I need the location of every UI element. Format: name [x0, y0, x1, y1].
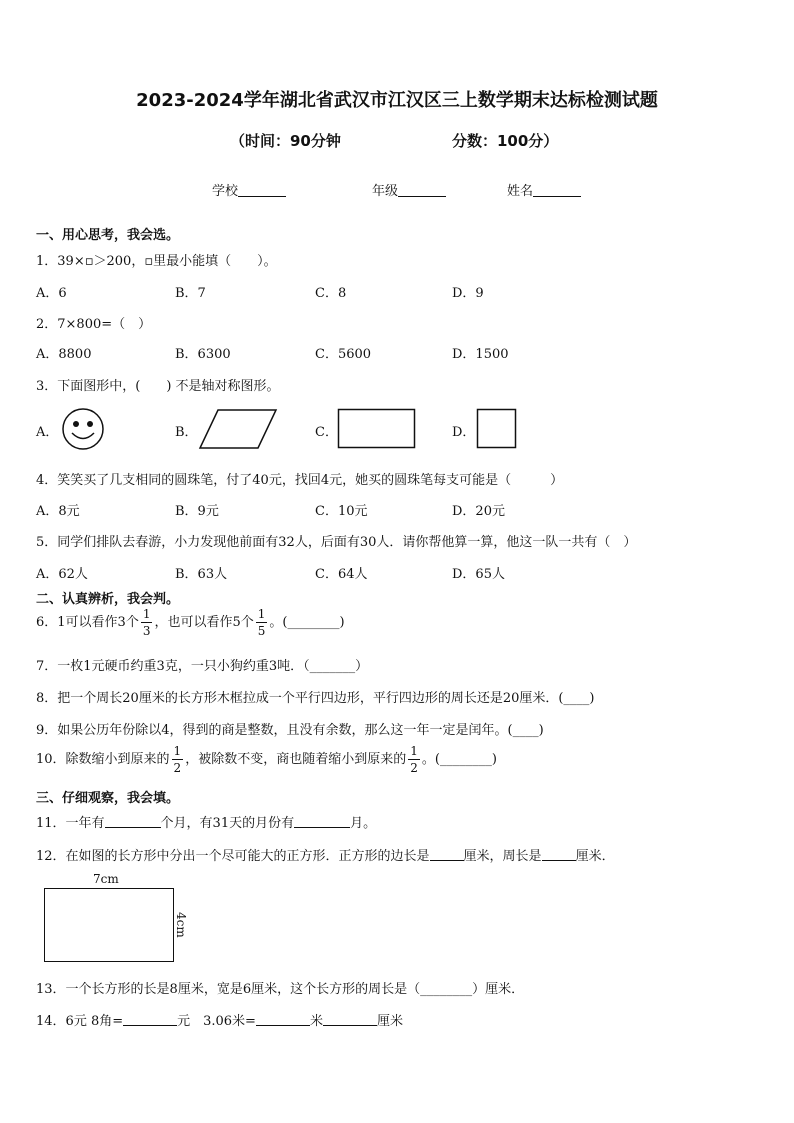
question-4: 4．笑笑买了几支相同的圆珠笔，付了40元，找回4元，她买的圆珠笔每支可能是（ ）	[36, 473, 564, 488]
question-9[interactable]: 9．如果公历年份除以4，得到的商是整数，且没有余数，那么这一年一定是闰年。(____)	[36, 723, 544, 738]
grade-field	[372, 180, 446, 199]
question-12	[36, 845, 615, 864]
q12-text-a: 12．在如图的长方形中分出一个尽可能大的正方形．正方形的边长是	[36, 849, 430, 864]
q4-option-d[interactable]: D．20元	[452, 504, 505, 519]
q4-option-a[interactable]: A．8元	[36, 504, 80, 519]
question-11	[36, 812, 376, 831]
section-1-heading: 一、用心思考，我会选。	[36, 228, 180, 243]
q10-text-b: ，被除数不变，商也随着缩小到原来的	[185, 752, 407, 767]
q12-text-b: 厘米，周长是	[463, 849, 542, 864]
question-6	[36, 608, 345, 637]
exam-score: 分数：100分）	[452, 132, 559, 150]
q11-text-b: 个月，有31天的月份有	[160, 816, 295, 831]
fraction-one-half	[408, 745, 420, 774]
figure-height-label: 4cm	[174, 912, 188, 938]
q3-option-c[interactable]: C．	[315, 425, 338, 440]
page-title: 2023-2024学年湖北省武汉市江汉区三上数学期末达标检测试题	[136, 90, 658, 111]
name-blank[interactable]	[533, 183, 581, 197]
q5-option-b[interactable]: B．63人	[175, 567, 228, 582]
section-2-heading: 二、认真辨析，我会判。	[36, 592, 180, 607]
q1-option-d[interactable]: D．9	[452, 286, 484, 301]
question-14	[36, 1010, 403, 1029]
q6-text-b: ，也可以看作5个	[154, 615, 254, 630]
q12-text-c: 厘米．	[575, 849, 615, 864]
question-3: 3．下面图形中，( ) 不是轴对称图形。	[36, 379, 280, 394]
q5-option-c[interactable]: C．64人	[315, 567, 368, 582]
fraction-numerator: 1	[173, 744, 182, 758]
q1-option-c[interactable]: C．8	[315, 286, 347, 301]
question-13[interactable]: 13．一个长方形的长是8厘米，宽是6厘米，这个长方形的周长是（________）厘米．	[36, 982, 525, 997]
grade-blank[interactable]	[398, 183, 446, 197]
fraction-one-half	[172, 745, 184, 774]
q14-text-b: 元 3.06米=	[177, 1014, 256, 1029]
q10-text-a: 10．除数缩小到原来的	[36, 752, 170, 767]
q11-blank-2[interactable]	[294, 815, 350, 828]
q2-option-c[interactable]: C．5600	[315, 347, 372, 362]
q3-option-b[interactable]: B．	[175, 425, 198, 440]
q11-blank-1[interactable]	[105, 815, 161, 828]
q10-text-c[interactable]: 。(________)	[421, 752, 497, 767]
q14-text-d: 厘米	[376, 1014, 403, 1029]
q11-text-c: 月。	[350, 816, 377, 831]
q14-text-c: 米	[309, 1014, 323, 1029]
q6-text-a: 6．1可以看作3个	[36, 615, 139, 630]
q12-blank-2[interactable]	[542, 848, 576, 861]
q1-option-a[interactable]: A．6	[36, 286, 67, 301]
smiley-icon	[60, 406, 106, 452]
q6-text-c[interactable]: 。(________)	[269, 615, 345, 630]
question-5: 5．同学们排队去春游，小力发现他前面有32人，后面有30人．请你帮他算一算，他这一队一共有（ ）	[36, 535, 637, 550]
q2-option-b[interactable]: B．6300	[175, 347, 231, 362]
q5-option-a[interactable]: A．62人	[36, 567, 88, 582]
school-field	[212, 180, 286, 199]
name-label: 姓名	[507, 184, 534, 199]
fraction-one-third	[141, 608, 153, 637]
q4-option-c[interactable]: C．10元	[315, 504, 368, 519]
q1-option-b[interactable]: B．7	[175, 286, 206, 301]
question-7[interactable]: 7．一枚1元硬币约重3克，一只小狗约重3吨．（_______）	[36, 659, 369, 674]
square-icon	[476, 408, 518, 450]
question-8[interactable]: 8．把一个周长20厘米的长方形木框拉成一个平行四边形，平行四边形的周长还是20厘米．(____)	[36, 691, 595, 706]
fraction-numerator: 1	[142, 607, 151, 621]
exam-time: （时间：90分钟	[230, 132, 341, 150]
q14-blank-3[interactable]	[323, 1013, 377, 1026]
parallelogram-icon	[198, 408, 280, 450]
q3-option-a[interactable]: A．	[36, 425, 59, 440]
q4-option-b[interactable]: B．9元	[175, 504, 219, 519]
section-3-heading: 三、仔细观察，我会填。	[36, 791, 180, 806]
question-2: 2．7×800=（ ）	[36, 317, 152, 332]
school-label: 学校	[212, 184, 239, 199]
q14-blank-1[interactable]	[123, 1013, 177, 1026]
q11-text-a: 11．一年有	[36, 816, 105, 831]
fraction-numerator: 1	[257, 607, 266, 621]
q14-blank-2[interactable]	[256, 1013, 310, 1026]
question-1: 1．39×▫＞200，▫里最小能填（ ）。	[36, 254, 277, 269]
q12-blank-1[interactable]	[430, 848, 464, 861]
q2-option-a[interactable]: A．8800	[36, 347, 92, 362]
grade-label: 年级	[372, 184, 399, 199]
rectangle-icon	[337, 408, 417, 450]
q14-text-a: 14．6元 8角=	[36, 1014, 124, 1029]
figure-rectangle	[44, 888, 174, 962]
q5-option-d[interactable]: D．65人	[452, 567, 505, 582]
figure-width-label: 7cm	[93, 872, 119, 886]
question-10	[36, 745, 497, 774]
school-blank[interactable]	[238, 183, 286, 197]
fraction-denominator: 2	[410, 761, 418, 775]
fraction-one-fifth	[256, 608, 268, 637]
q2-option-d[interactable]: D．1500	[452, 347, 509, 362]
fraction-denominator: 3	[142, 624, 151, 638]
fraction-denominator: 5	[257, 624, 266, 638]
fraction-denominator: 2	[173, 761, 182, 775]
q3-option-d[interactable]: D．	[452, 425, 476, 440]
name-field	[507, 180, 581, 199]
fraction-numerator: 1	[410, 744, 418, 758]
